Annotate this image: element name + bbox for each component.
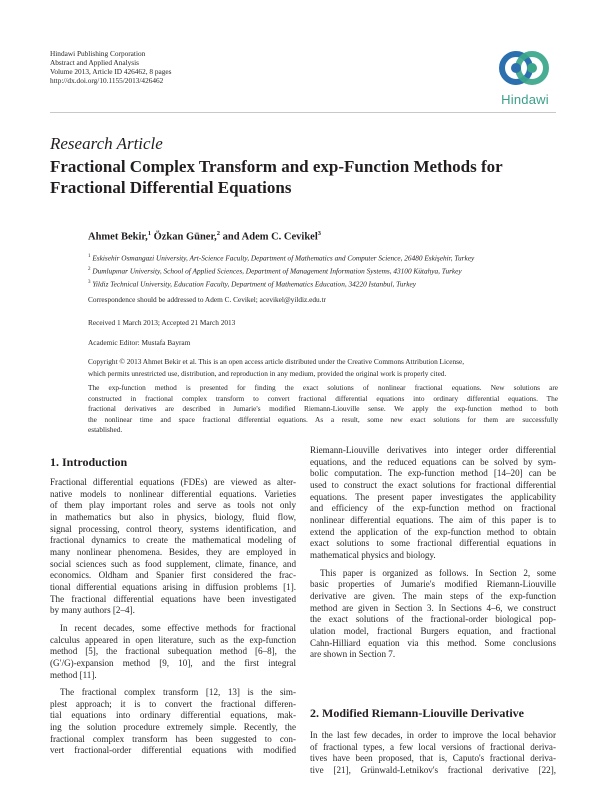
text-line: vert fractional-order differential equations with modified	[50, 745, 296, 756]
affiliation	[88, 277, 558, 290]
journal-header	[50, 49, 171, 85]
text-line: plest approach; it is to convert the fractional differen-	[50, 698, 296, 709]
text-line: nonlinear differential equations. The aim of this paper is to	[310, 514, 556, 525]
paper-title	[50, 157, 570, 198]
paragraph	[310, 445, 556, 562]
text-line: This paper is organized as follows. In Section 2, some	[320, 567, 556, 578]
hindawi-logo	[494, 46, 556, 107]
text-line: signal processing, control theory, systems identification, and	[50, 523, 296, 534]
author-affil-mark: 3	[317, 230, 322, 237]
affiliation-text: Yildiz Technical University, Education Faculty, Department of Mathematics Education, 34220 Istanbul, Turkey	[92, 279, 416, 289]
title-line: Fractional Differential Equations	[50, 177, 292, 197]
correspondence: Correspondence should be addressed to Adem C. Cevikel; acevikel@yildiz.edu.tr	[88, 295, 326, 304]
abstract-line: established.	[88, 425, 123, 434]
text-line: method [11].	[50, 669, 97, 680]
header-divider	[50, 112, 556, 113]
section-heading-introduction: 1. Introduction	[50, 455, 128, 469]
abstract-line: fractional derivatives are described in Jumarie's modified Riemann-Liouville sense. We apply the exp-function method to both	[88, 404, 558, 413]
text-line: calculus appeared in open literature, such as the exp-function	[50, 634, 296, 645]
text-line: economics. Oldham and Spanier first considered the frac-	[50, 570, 296, 581]
text-line: equations. The present paper investigates the applicability	[310, 491, 556, 502]
text-line: The fractional complex transform [12, 13] is the sim-	[60, 687, 296, 698]
section2-text	[310, 730, 556, 777]
text-line: tive [21], Grünwald-Letnikov's fractional derivative [22],	[310, 764, 556, 775]
text-line: exact solutions to some fractional differential equations in	[310, 538, 556, 549]
right-column	[310, 445, 556, 661]
affiliation-mark: 2	[88, 266, 91, 272]
author-name: and Adem C. Cevikel	[222, 231, 318, 243]
text-line: equations, and the reduced equations can be solved by sym-	[310, 456, 556, 467]
text-line: method are given in Section 3. In Sections 4–6, we construct	[310, 602, 556, 613]
journal-name: Abstract and Applied Analysis	[50, 58, 139, 67]
affiliation	[88, 251, 558, 264]
text-line: Fractional differential equations (FDEs) are viewed as alter-	[50, 477, 296, 487]
text-line: ulation model, fractional Burgers equation, and fractional	[310, 625, 556, 636]
text-line: method [5], the fractional subequation method [6–8], the	[50, 646, 296, 657]
paragraph	[50, 687, 296, 757]
copyright-line: Copyright © 2013 Ahmet Bekir et al. This is an open access article distributed under the Creative Commons Attribution License,	[88, 357, 465, 366]
copyright-notice	[88, 356, 558, 379]
text-line: derivative are given. The main steps of the exp-function	[310, 590, 556, 601]
text-line: mathematical physics and biology.	[310, 549, 436, 560]
text-line: the exact solutions of the fractional-order biological pop-	[310, 614, 556, 625]
text-line: and efficiency of the exp-function method on fractional	[310, 503, 556, 514]
title-line: Fractional Complex Transform and exp-Function Methods for	[50, 157, 503, 176]
text-line: In recent decades, some effective methods for fractional	[60, 622, 296, 633]
affiliation-mark: 3	[88, 279, 91, 285]
text-line: tial equations into ordinary differential equations, mak-	[50, 710, 296, 721]
paragraph	[50, 623, 296, 681]
text-line: native models to nonlinear differential equations. Varieties	[50, 488, 296, 499]
text-line: extend the application of the exp-function method to obtain	[310, 526, 556, 537]
text-line: fractional dynamics to create the mathematical modeling of	[50, 535, 296, 546]
logo-text: Hindawi	[501, 92, 549, 107]
abstract-line: constructed in fractional complex transform to convert fractional differential equations into ordinary differential equations. The	[88, 393, 558, 403]
abstract-line: the nonlinear time and space fractional differential equations. As a result, some new exact solutions for them are successfully	[88, 414, 558, 424]
affiliation-text: Eskisehir Osmangazi University, Art-Science Faculty, Department of Mathematics and Computer Science, 26480 Eskişehir, Turkey	[92, 253, 475, 263]
text-line: are shown in Section 7.	[310, 649, 396, 660]
paragraph	[310, 568, 556, 661]
doi-link[interactable]: http://dx.doi.org/10.1155/2013/426462	[50, 76, 164, 85]
text-line: bolic computation. The exp-function method [14–20] can be	[310, 468, 556, 479]
author-name: Ahmet Bekir,	[88, 231, 148, 243]
article-type: Research Article	[50, 134, 163, 153]
text-line: Riemann-Liouville derivatives into integer order differential	[310, 445, 556, 455]
publisher-name: Hindawi Publishing Corporation	[50, 49, 146, 58]
affiliation	[88, 264, 558, 277]
author-affil-mark: 1	[147, 230, 151, 237]
text-line: fractional complex transform has been suggested to con-	[50, 733, 296, 744]
author-list	[88, 230, 321, 243]
abstract-line: The exp-function method is presented for finding the exact solutions of nonlinear fractional equations. New solutions are	[88, 383, 558, 392]
text-line: social sciences such as food supplement, climate, finance, and	[50, 558, 296, 569]
text-line: of fractional types, a few local versions of fractional deriva-	[310, 741, 556, 752]
left-column	[50, 477, 296, 757]
text-line: of them play important roles and serve as tools not only	[50, 500, 296, 511]
copyright-line: which permits unrestricted use, distribution, and reproduction in any medium, provided the original work is properly cited.	[88, 368, 447, 378]
text-line: tives have been proposed, that is, Caputo's fractional deriva-	[310, 753, 556, 764]
volume-info: Volume 2013, Article ID 426462, 8 pages	[50, 67, 172, 76]
hindawi-rings-icon	[494, 46, 556, 92]
text-line: tional differential equations arising in diffusion problems [1].	[50, 581, 296, 592]
affiliation-text: Dumlupınar University, School of Applied Sciences, Department of Management Information Systems, 43100 Kütahya, Turkey	[92, 266, 462, 276]
author-affil-mark: 2	[216, 230, 221, 237]
text-line: (G′/G)-expansion method [9, 10], and the first integral	[50, 657, 296, 668]
author-name: Özkan Güner,	[153, 231, 217, 243]
text-line: in mathematics but also in physics, biology, fluid flow,	[50, 511, 296, 522]
text-line: In the last few decades, in order to improve the local behavior	[310, 730, 556, 740]
text-line: ing the solution procedure extremely simple. Recently, the	[50, 722, 296, 733]
paragraph	[50, 477, 296, 617]
academic-editor: Academic Editor: Mustafa Bayram	[88, 338, 191, 347]
section-heading-riemann-liouville: 2. Modified Riemann-Liouville Derivative	[310, 706, 524, 720]
text-line: by many authors [2–4].	[50, 605, 135, 616]
text-line: Cahn-Hilliard equation via this method. Some conclusions	[310, 637, 556, 648]
abstract	[88, 383, 558, 436]
text-line: The fractional differential equations have been investigated	[50, 593, 296, 604]
affiliation-list	[88, 251, 558, 290]
text-line: used to construct the exact solutions for fractional differential	[310, 479, 556, 490]
text-line: basic properties of Jumarie's modified Riemann-Liouville	[310, 579, 556, 590]
text-line: many nonlinear phenomena. Besides, they are employed in	[50, 546, 296, 557]
received-dates: Received 1 March 2013; Accepted 21 March 2013	[88, 318, 236, 327]
affiliation-mark: 1	[88, 254, 91, 259]
